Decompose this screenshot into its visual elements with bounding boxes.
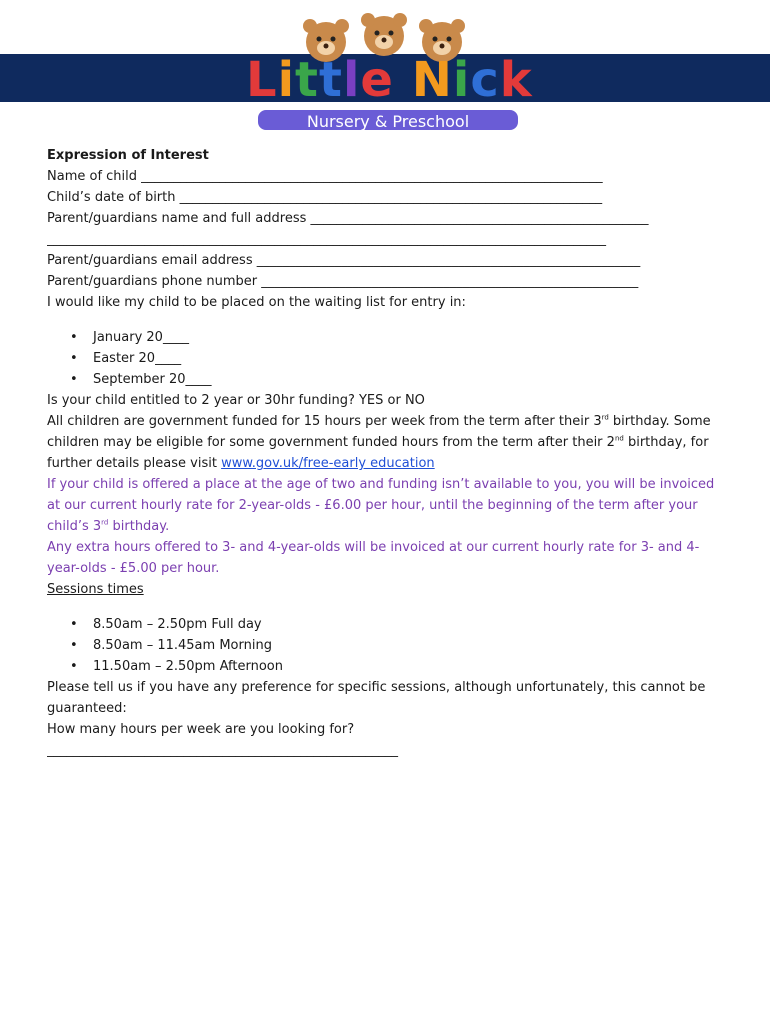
logo-title-letter: e — [360, 52, 394, 108]
form-heading: Expression of Interest — [47, 148, 209, 163]
entry-option-september[interactable]: • September 20____ — [47, 369, 727, 390]
logo-subtitle: Nursery & Preschool — [256, 108, 520, 132]
funding-info-sup-2: nd — [614, 434, 624, 443]
hours-answer-field[interactable]: ______________________________________________________ — [47, 743, 398, 758]
session-full-day[interactable]: • 8.50am – 2.50pm Full day — [47, 614, 727, 635]
logo-title-letter: N — [411, 52, 453, 108]
session-afternoon[interactable]: • 11.50am – 2.50pm Afternoon — [47, 656, 727, 677]
expression-of-interest-form — [47, 145, 727, 761]
logo-title-letter: c — [470, 52, 500, 108]
sessions-heading: Sessions times — [47, 582, 144, 597]
session-preference-note: Please tell us if you have any preference for specific sessions, although unfortunately, this cannot be guaranteed: — [47, 680, 706, 716]
invoice-text-2: birthday. — [108, 519, 170, 534]
guardian-name-address-field[interactable]: Parent/guardians name and full address ____________________________________________________ — [47, 211, 649, 226]
waiting-list-intro: I would like my child to be placed on the waiting list for entry in: — [47, 295, 466, 310]
logo-title-letter: L — [246, 52, 278, 108]
logo-title-letter — [394, 52, 412, 108]
funding-info-text-1: All children are government funded for 15 hours per week from the term after their 3 — [47, 414, 602, 429]
guardian-phone-field[interactable]: Parent/guardians phone number __________________________________________________________ — [47, 274, 639, 289]
logo-title-letter: l — [342, 52, 361, 108]
extra-hours-note: Any extra hours offered to 3- and 4-year-olds will be invoiced at our current hourly rate for 3- and 4-year-olds - £5.00 per hour. — [47, 540, 700, 576]
hours-question: How many hours per week are you looking for? — [47, 722, 355, 737]
child-name-field[interactable]: Name of child _______________________________________________________________________ — [47, 169, 603, 184]
funding-info-text-3: birthday, for further details please visit — [47, 435, 709, 471]
funding-info — [47, 411, 727, 474]
invoice-text-1: If your child is offered a place at the age of two and funding isn’t available to you, you will be invoiced at our current hourly rate for 2-year-olds - £6.00 per hour, until the beginning of the term after your child’s 3 — [47, 477, 715, 534]
guardian-email-field[interactable]: Parent/guardians email address ___________________________________________________________ — [47, 253, 641, 268]
entry-option-january[interactable]: • January 20____ — [47, 327, 727, 348]
child-dob-field[interactable]: Child’s date of birth _________________________________________________________________ — [47, 190, 603, 205]
funding-question[interactable]: Is your child entitled to 2 year or 30hr funding? YES or NO — [47, 393, 425, 408]
logo-title-letter: i — [452, 52, 471, 108]
funding-info-text-2: birthday. Some children may be eligible for some government funded hours from the term after their 2 — [47, 414, 711, 450]
logo-title-letter: k — [499, 52, 533, 108]
nursery-logo — [246, 12, 533, 136]
funding-info-sup-1: rd — [601, 413, 609, 422]
session-morning[interactable]: • 8.50am – 11.45am Morning — [47, 635, 727, 656]
logo-title-letter: i — [277, 52, 296, 108]
invoice-note — [47, 474, 727, 537]
guardian-address-line-2[interactable]: ______________________________________________________________________________________ — [47, 232, 606, 247]
logo-title-letter: t — [319, 52, 343, 108]
entry-options-list — [47, 327, 727, 390]
logo-title — [246, 50, 533, 110]
gov-funding-link[interactable]: www.gov.uk/free-early education — [221, 456, 435, 471]
logo-title-letter: t — [295, 52, 319, 108]
entry-option-easter[interactable]: • Easter 20____ — [47, 348, 727, 369]
invoice-sup: rd — [101, 518, 109, 527]
sessions-list — [47, 614, 727, 677]
